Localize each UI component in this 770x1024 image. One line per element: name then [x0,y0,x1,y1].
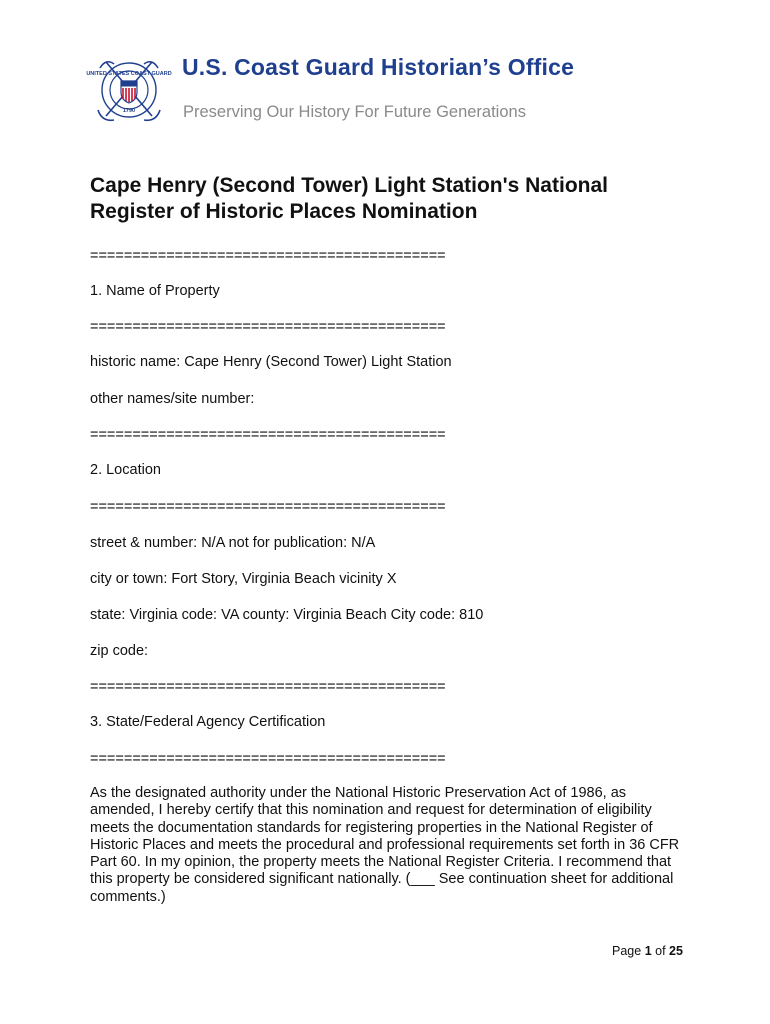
field-city-town: city or town: Fort Story, Virginia Beach vicinity X [90,571,397,587]
org-subtitle: Preserving Our History For Future Generations [183,103,526,121]
logo-lettering: UNITED STATES COAST GUARD [86,71,172,77]
svg-text:UNITED STATES COAST GUARD [86,71,171,77]
page-of: of [655,944,666,958]
certification-paragraph: As the designated authority under the National Historic Preservation Act of 1986, as amended, I hereby certify that this nomination and request for determination of eligibility meets the documentation standards for registering properties in the National Register of Historic Places and meets the procedural and professional requirements set forth in 36 CFR Part 60. In my opinion, the property meets the National Register Criteria. I recommend that this property be considered significant nationally. (___ See continuation sheet for additional comments.) [90,785,680,905]
field-historic-name: historic name: Cape Henry (Second Tower) Light Station [90,354,452,370]
separator-line: ========================================== [90,427,446,443]
separator-line: ========================================== [90,319,446,335]
separator-line: ========================================== [90,499,446,515]
page-prefix: Page [612,944,642,958]
field-zip-code: zip code: [90,643,149,659]
separator-line: ========================================== [90,751,446,767]
page-total: 25 [669,944,683,958]
field-state-county: state: Virginia code: VA county: Virginia Beach City code: 810 [90,607,484,623]
separator-line: ========================================== [90,679,446,695]
page-number [612,944,683,958]
field-other-names: other names/site number: [90,391,255,407]
section-heading-location: 2. Location [90,462,161,478]
page-current: 1 [644,944,652,958]
section-heading-certification: 3. State/Federal Agency Certification [90,714,326,730]
separator-line: ========================================== [90,248,446,264]
section-heading-name-of-property: 1. Name of Property [90,283,220,299]
svg-text:1790: 1790 [122,108,136,114]
coast-guard-seal-logo [86,50,172,128]
field-street-number: street & number: N/A not for publication: N/A [90,535,376,551]
document-title: Cape Henry (Second Tower) Light Station's National Register of Historic Places Nomination [90,174,608,223]
org-title: U.S. Coast Guard Historian’s Office [182,54,575,80]
